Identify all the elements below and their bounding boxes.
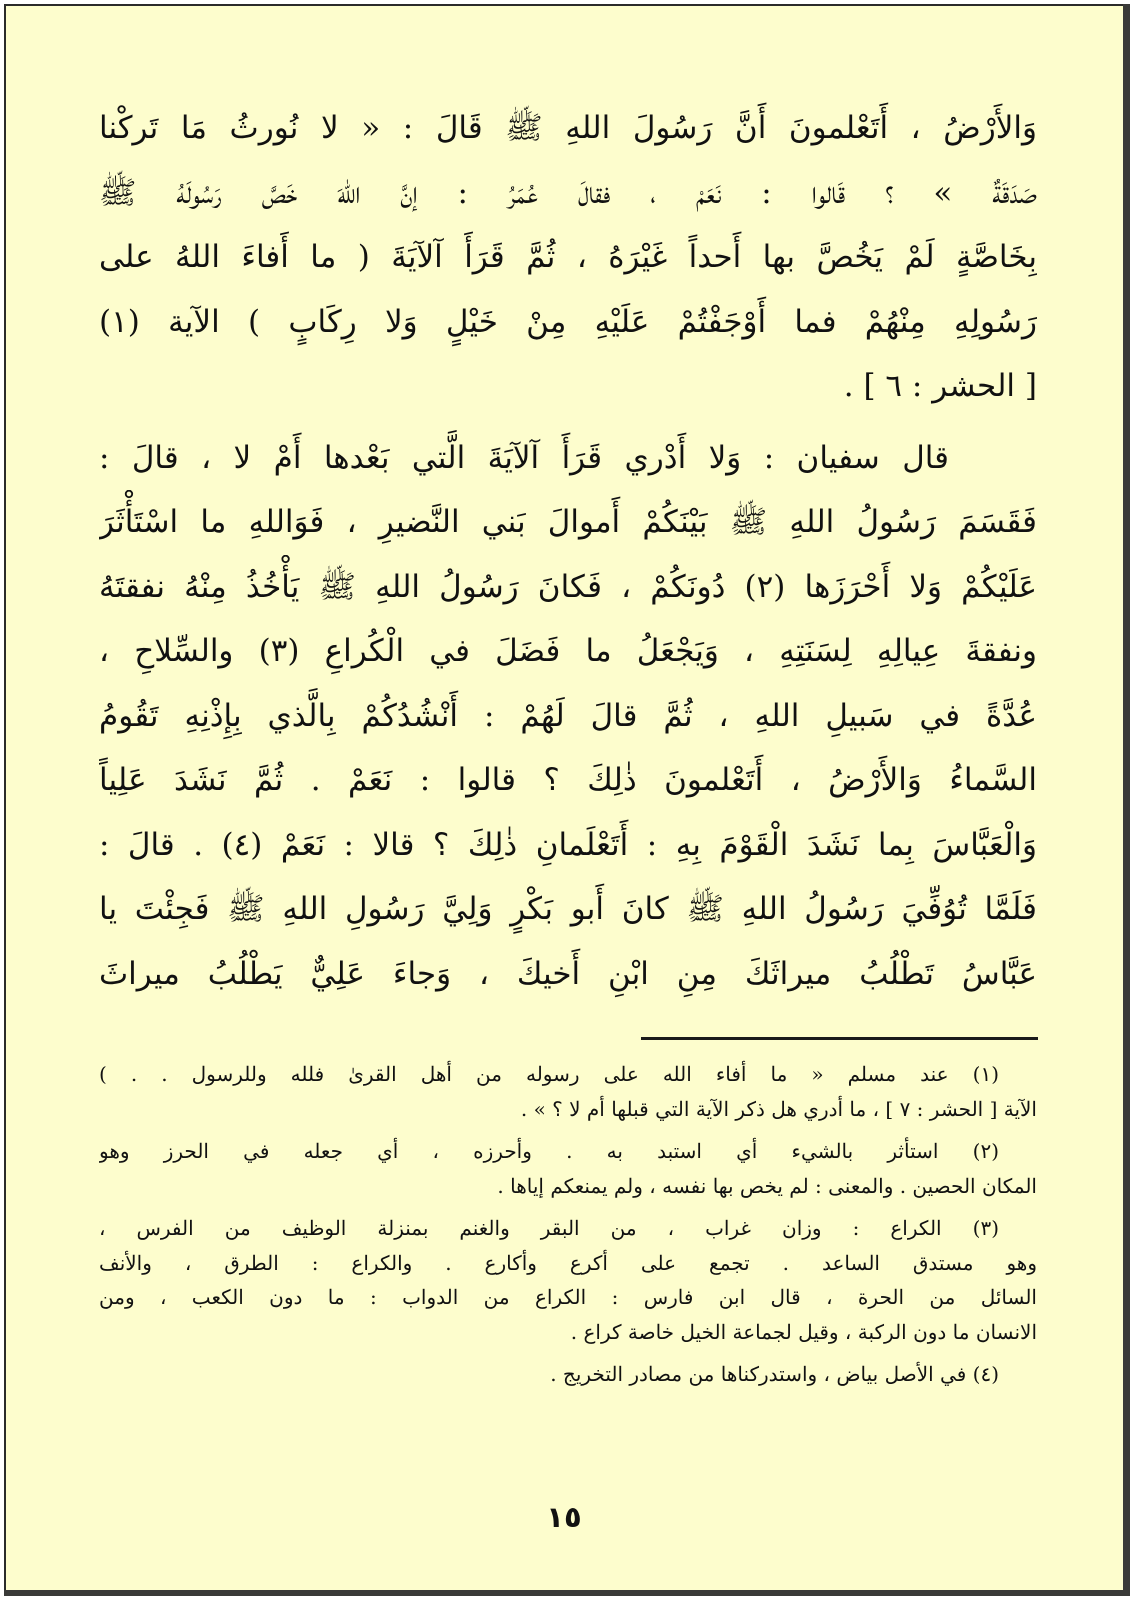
footnote-line: الآية [ الحشر : ٧ ] ، ما أدري هل ذكر الآية التي قبلها أم لا ؟ » . xyxy=(520,1096,1037,1121)
text-line: وَالْعَبَّاسَ بِما نَشَدَ الْقَوْمَ بِهِ : أَتَعْلَمانِ ذٰلِكَ ؟ قالا : نَعَمْ (٤) . قالَ : xyxy=(99,826,1037,863)
text-line: عَلَيْكُمْ وَلا أَحْرَزَها (٢) دُونَكُمْ ، فَكانَ رَسُولُ اللهِ ﷺ يَأْخُذُ مِنْهُ نفقتَهُ xyxy=(99,568,1037,605)
footnote-line: السائل من الحرة ، قال ابن فارس : الكراع من الدواب : ما دون الكعب ، ومن xyxy=(99,1285,1037,1309)
main-text xyxy=(99,96,1037,1006)
text-line: ونفقةَ عِيالِهِ لِسَنَتِهِ ، وَيَجْعَلُ ما فَضَلَ في الْكُراعِ (٣) والسِّلاحِ ، xyxy=(99,633,1037,669)
text-line: فَقَسَمَ رَسُولُ اللهِ ﷺ بَيْنَكُمْ أَموالَ بَني النَّضيرِ ، فَوَاللهِ ما اسْتَأْثَرَ xyxy=(99,504,1037,540)
page-edge-bottom xyxy=(4,1590,1130,1596)
page-number: ١٥ xyxy=(546,1500,582,1534)
footnotes xyxy=(99,1057,1037,1392)
footnote-line: الانسان ما دون الركبة ، وقيل لجماعة الخيل خاصة كراع . xyxy=(570,1319,1037,1344)
text-line: عُدَّةً في سَبيلِ اللهِ ، ثُمَّ قالَ لَهُمْ : أَنْشُدُكُمْ بِالَّذي بِإِذْنِهِ تَقُومُ xyxy=(99,697,1037,734)
footnote-divider xyxy=(641,1037,1038,1040)
footnote-line: (٣) الكراع : وزان غراب ، من البقر والغنم بمنزلة الوظيف من الفرس ، xyxy=(99,1216,999,1240)
text-line: عَبَّاسُ تَطْلُبُ ميراثَكَ مِنِ ابْنِ أَخيكَ ، وَجاءَ عَلِيٌّ يَطْلُبُ ميراثَ xyxy=(99,955,1037,992)
text-line: فَلَمَّا تُوُفِّيَ رَسُولُ اللهِ ﷺ كانَ أَبو بَكْرٍ وَلِيَّ رَسُولِ اللهِ ﷺ فَجِئْتَ يا xyxy=(99,891,1037,927)
footnote-line: (٤) في الأصل بياض ، واستدركناها من مصادر التخريج . xyxy=(550,1362,999,1386)
text-line: صَدَقَةٌ » ؟ قَالوا : نَعَمْ ، فقالَ عُمَرُ : إنَّ اللهَ خَصَّ رَسُولَهُ ﷺ xyxy=(99,174,1037,211)
footnote-line: المكان الحصين . والمعنى : لم يخص بها نفسه ، ولم يمنعكم إياها . xyxy=(497,1173,1037,1198)
text-line: بِخَاصَّةٍ لَمْ يَخُصَّ بها أَحداً غَيْرَهُ ، ثُمَّ قَرَأَ آلآيَةَ ( ما أَفاءَ اللهُ على xyxy=(99,239,1037,275)
text-line: [ الحشر : ٦ ] . xyxy=(843,368,1037,404)
text-line: قال سفيان : وَلا أَدْري قَرَأَ آلآيَةَ الَّتي بَعْدها أَمْ لا ، قالَ : xyxy=(99,439,949,476)
text-line: السَّماءُ وَالأَرْضُ ، أَتَعْلمونَ ذٰلِكَ ؟ قالوا : نَعَمْ . ثُمَّ نَشَدَ عَلِياً xyxy=(99,762,1037,798)
footnote-line: وهو مستدق الساعد . تجمع على أكرع وأكارع . والكراع : الطرق ، والأنف xyxy=(99,1250,1037,1275)
page-edge-right xyxy=(1123,4,1130,1596)
footnote-line: (١) عند مسلم « ما أفاء الله على رسوله من أهل القرىٰ فلله وللرسول . . ) xyxy=(99,1062,999,1086)
footnote-line: (٢) استأثر بالشيء أي استبد به . وأحرزه ، أي جعله في الحرز وهو xyxy=(99,1139,999,1163)
text-line: رَسُولِهِ مِنْهُمْ فما أَوْجَفْتُمْ عَلَيْهِ مِنْ خَيْلٍ وَلا رِكَابٍ ) الآية (١) xyxy=(99,303,1037,340)
book-page xyxy=(4,4,1130,1596)
text-line: وَالأَرْضُ ، أَتَعْلمونَ أَنَّ رَسُولَ اللهِ ﷺ قَالَ : « لا نُورثُ مَا تَركْنا xyxy=(99,110,1037,146)
